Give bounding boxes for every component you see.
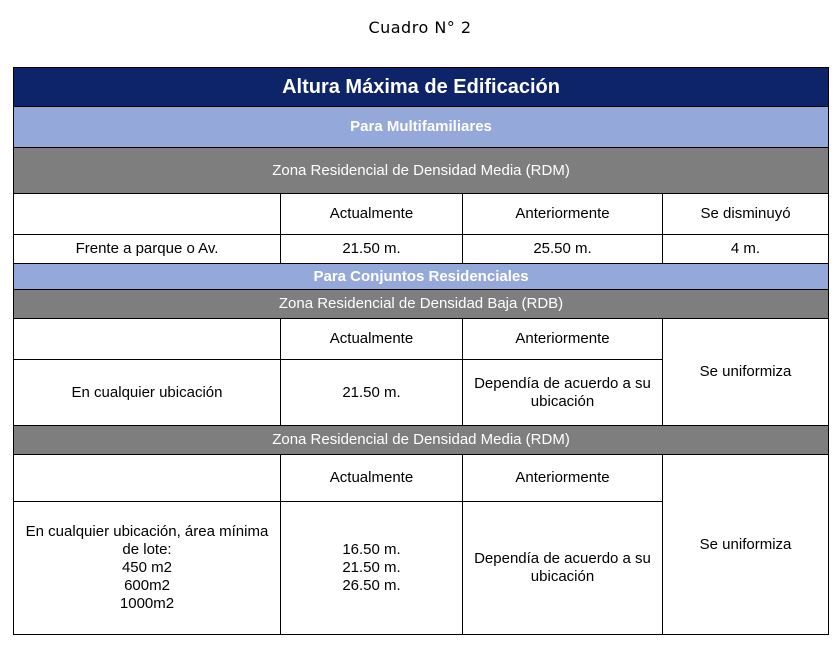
zone-row <box>14 290 829 319</box>
section-heading-conjuntos: Para Conjuntos Residenciales <box>14 264 829 290</box>
table-title: Altura Máxima de Edificación <box>14 68 829 107</box>
column-header-change: Se disminuyó <box>663 194 829 235</box>
cell-actual-line: 26.50 m. <box>342 577 401 594</box>
cell-change: 4 m. <box>663 235 829 264</box>
column-header-previous: Anteriormente <box>463 319 663 360</box>
zone-row <box>14 148 829 194</box>
column-header-actual: Actualmente <box>281 455 463 502</box>
building-height-table <box>13 67 829 635</box>
zone-row <box>14 426 829 455</box>
column-header-row <box>14 319 829 360</box>
row-label-line: 450 m2 <box>121 559 173 576</box>
row-label <box>14 502 281 635</box>
table-row <box>14 235 829 264</box>
section-heading-row <box>14 264 829 290</box>
column-header-empty <box>14 455 281 502</box>
cell-actual: 21.50 m. <box>281 360 463 426</box>
zone-label-rdb: Zona Residencial de Densidad Baja (RDB) <box>14 290 829 319</box>
cell-previous: 25.50 m. <box>463 235 663 264</box>
column-header-row <box>14 455 829 502</box>
column-header-empty <box>14 319 281 360</box>
row-label-line: 1000m2 <box>119 595 175 612</box>
zone-label-rdm-conjuntos: Zona Residencial de Densidad Media (RDM) <box>14 426 829 455</box>
cell-previous: Dependía de acuerdo a su ubicación <box>463 502 663 635</box>
cell-previous: Dependía de acuerdo a su ubicación <box>463 360 663 426</box>
section-heading-multifamiliares: Para Multifamiliares <box>14 107 829 148</box>
column-header-actual: Actualmente <box>281 319 463 360</box>
note-cell: Se uniformiza <box>663 455 829 635</box>
cell-actual <box>281 502 463 635</box>
title-row <box>14 68 829 107</box>
cell-actual-line: 21.50 m. <box>342 559 401 576</box>
cell-actual-line: 16.50 m. <box>342 541 401 558</box>
column-header-row <box>14 194 829 235</box>
column-header-previous: Anteriormente <box>463 455 663 502</box>
row-label: Frente a parque o Av. <box>14 235 281 264</box>
table-caption: Cuadro N° 2 <box>368 18 472 37</box>
column-header-previous: Anteriormente <box>463 194 663 235</box>
note-cell: Se uniformiza <box>663 319 829 426</box>
section-heading-row <box>14 107 829 148</box>
row-label-line: En cualquier ubicación, área mínima de lote: <box>25 523 269 558</box>
cell-actual: 21.50 m. <box>281 235 463 264</box>
column-header-empty <box>14 194 281 235</box>
row-label: En cualquier ubicación <box>14 360 281 426</box>
column-header-actual: Actualmente <box>281 194 463 235</box>
row-label-line: 600m2 <box>124 577 170 594</box>
zone-label-rdm-multifamiliares: Zona Residencial de Densidad Media (RDM) <box>14 148 829 194</box>
